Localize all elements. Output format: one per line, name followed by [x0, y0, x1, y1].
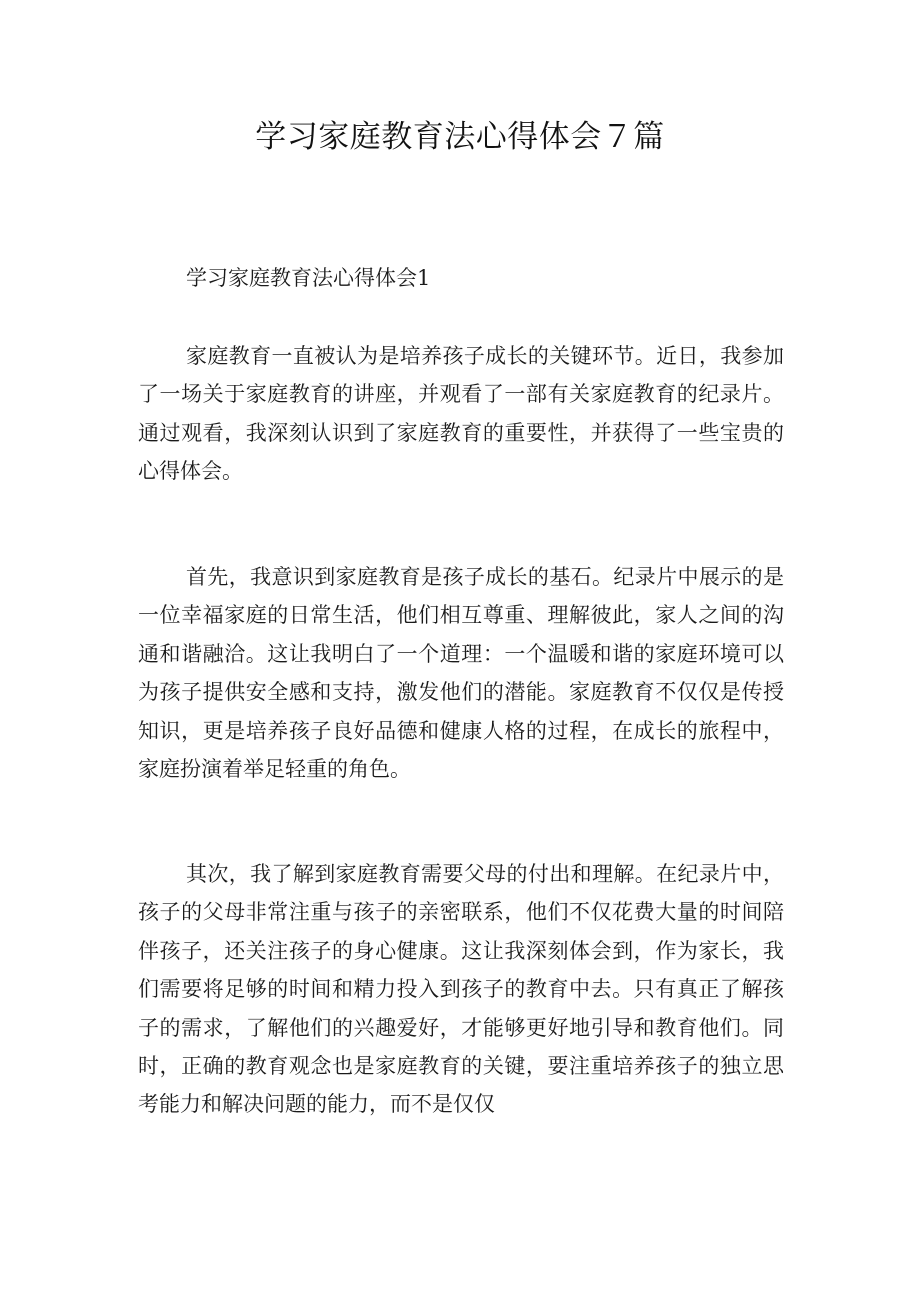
- section-heading: 学习家庭教育法心得体会1: [186, 266, 431, 290]
- paragraph-1: 家庭教育一直被认为是培养孩子成长的关键环节。近日，我参加了一场关于家庭教育的讲座，并观看了一部有关家庭教育的纪录片。通过观看，我深刻认识到了家庭教育的重要性，并获得了一些宝贵的心得体会。: [138, 344, 784, 484]
- paragraph-3: 其次，我了解到家庭教育需要父母的付出和理解。在纪录片中，孩子的父母非常注重与孩子的亲密联系，他们不仅花费大量的时间陪伴孩子，还关注孩子的身心健康。这让我深刻体会到，作为家长，我们需要将足够的时间和精力投入到孩子的教育中去。只有真正了解孩子的需求，了解他们的兴趣爱好，才能够更好地引导和教育他们。同时，正确的教育观念也是家庭教育的关键，要注重培养孩子的独立思考能力和解决问题的能力，而不是仅仅: [138, 862, 784, 1117]
- paragraph-2: 首先，我意识到家庭教育是孩子成长的基石。纪录片中展示的是一位幸福家庭的日常生活，他们相互尊重、理解彼此，家人之间的沟通和谐融洽。这让我明白了一个道理：一个温暖和谐的家庭环境可以为孩子提供安全感和支持，激发他们的潜能。家庭教育不仅仅是传授知识，更是培养孩子良好品德和健康人格的过程，在成长的旅程中，家庭扮演着举足轻重的角色。: [138, 565, 784, 782]
- document-title: 学习家庭教育法心得体会７篇: [255, 119, 665, 155]
